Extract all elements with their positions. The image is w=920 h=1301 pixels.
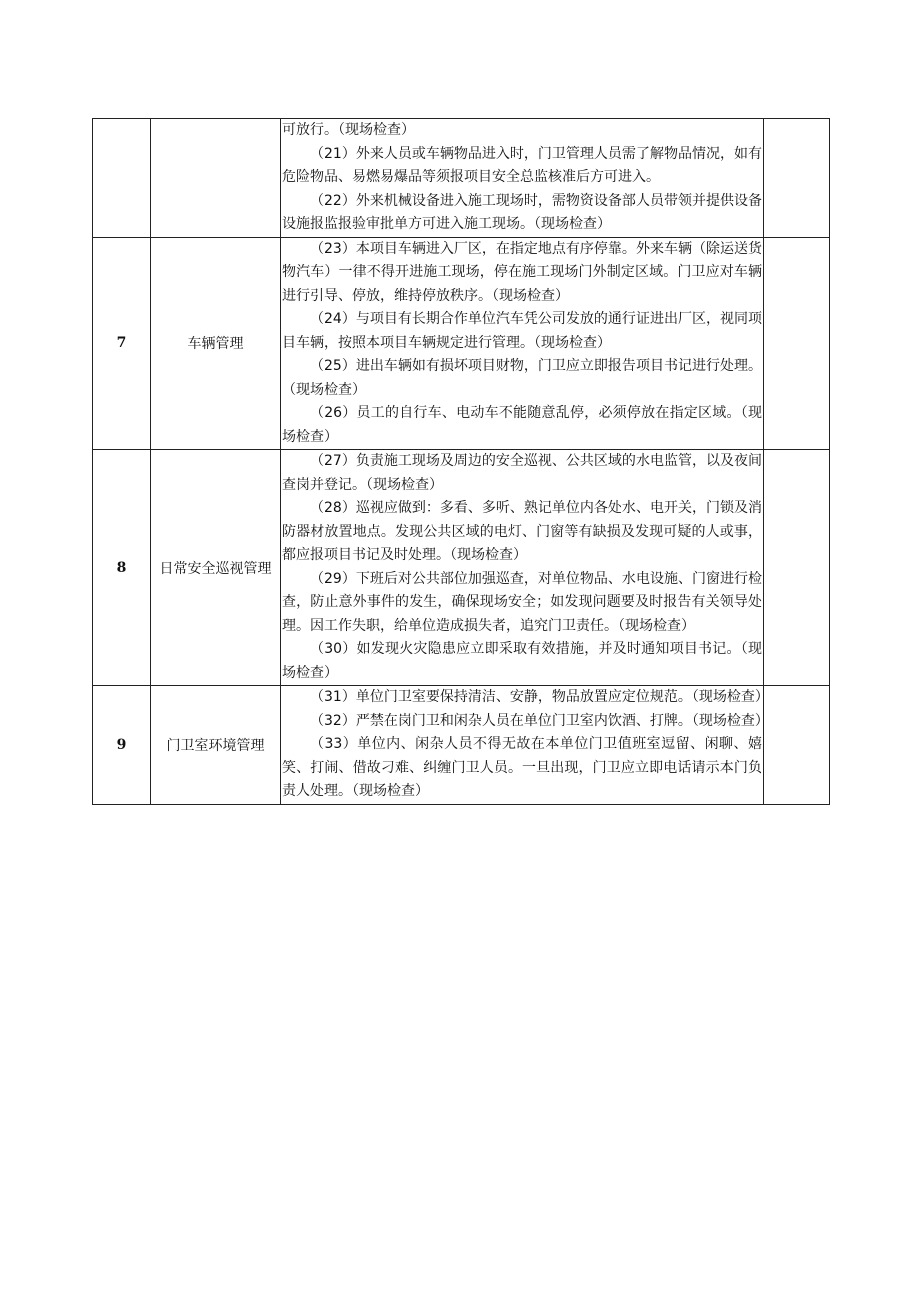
row-category: 车辆管理 bbox=[151, 237, 281, 450]
requirement-text: （27）负责施工现场及周边的安全巡视、公共区域的水电监管，以及夜间查岗并登记。（现场检查） bbox=[282, 453, 762, 493]
row-category: 门卫室环境管理 bbox=[151, 686, 281, 805]
requirement-text: （32）严禁在岗门卫和闲杂人员在单位门卫室内饮酒、打牌。（现场检查） bbox=[310, 712, 769, 729]
row-category: 日常安全巡视管理 bbox=[151, 450, 281, 686]
requirement-text: （29）下班后对公共部位加强巡查，对单位物品、水电设施、门窗进行检查，防止意外事件的发生，确保现场安全；如发现问题要及时报告有关领导处理。因工作失职，给单位造成损失者，追究门卫责任。（现场检查） bbox=[282, 570, 762, 634]
row-category bbox=[151, 119, 281, 238]
row-check-result bbox=[764, 450, 830, 686]
table-row bbox=[93, 237, 830, 450]
row-number bbox=[93, 119, 151, 238]
requirement-text: （31）单位门卫室要保持清洁、安静，物品放置应定位规范。（现场检查） bbox=[310, 689, 769, 705]
row-check-result bbox=[764, 686, 830, 805]
requirement-text: （28）巡视应做到：多看、多听、熟记单位内各处水、电开关，门锁及消防器材放置地点。发现公共区域的电灯、门窗等有缺损及发现可疑的人或事，都应报项目书记及时处理。（现场检查） bbox=[282, 500, 762, 563]
regulation-table bbox=[92, 118, 830, 805]
requirement-text: （21）外来人员或车辆物品进入时，门卫管理人员需了解物品情况，如有危险物品、易燃易爆品等须报项目安全总监核准后方可进入。 bbox=[282, 145, 762, 185]
requirement-text: （25）进出车辆如有损坏项目财物，门卫应立即报告项目书记进行处理。（现场检查） bbox=[282, 358, 762, 398]
row-requirements bbox=[281, 237, 764, 450]
row-number: 8 bbox=[93, 450, 151, 686]
requirement-text: （26）员工的自行车、电动车不能随意乱停，必须停放在指定区域。（现场检查） bbox=[282, 405, 762, 445]
table-row bbox=[93, 450, 830, 686]
requirement-text: （24）与项目有长期合作单位汽车凭公司发放的通行证进出厂区，视同项目车辆，按照本项目车辆规定进行管理。（现场检查） bbox=[282, 311, 762, 351]
row-check-result bbox=[764, 237, 830, 450]
requirement-text: （22）外来机械设备进入施工现场时，需物资设备部人员带领并提供设备设施报监报验审批单方可进入施工现场。（现场检查） bbox=[282, 192, 762, 232]
table-row bbox=[93, 686, 830, 805]
row-number: 9 bbox=[93, 686, 151, 805]
row-requirements bbox=[281, 686, 769, 805]
row-requirements bbox=[281, 450, 764, 686]
row-number: 7 bbox=[93, 237, 151, 450]
requirement-text: （23）本项目车辆进入厂区，在指定地点有序停靠。外来车辆（除运送货物汽车）一律不得开进施工现场，停在施工现场门外制定区域。门卫应对车辆进行引导、停放，维持停放秩序。（现场检查） bbox=[282, 240, 762, 304]
table-body bbox=[93, 119, 830, 805]
requirement-text: （33）单位内、闲杂人员不得无故在本单位门卫值班室逗留、闲聊、嬉笑、打闹、借故刁难、纠缠门卫人员。一旦出现，门卫应立即电话请示本门负责人处理。（现场检查） bbox=[282, 736, 762, 799]
row-check-result bbox=[764, 119, 830, 238]
requirement-text: 可放行。（现场检查） bbox=[282, 122, 415, 138]
row-requirements bbox=[281, 119, 764, 238]
requirement-text: （30）如发现火灾隐患应立即采取有效措施，并及时通知项目书记。（现场检查） bbox=[282, 641, 762, 681]
table-row bbox=[93, 119, 830, 238]
